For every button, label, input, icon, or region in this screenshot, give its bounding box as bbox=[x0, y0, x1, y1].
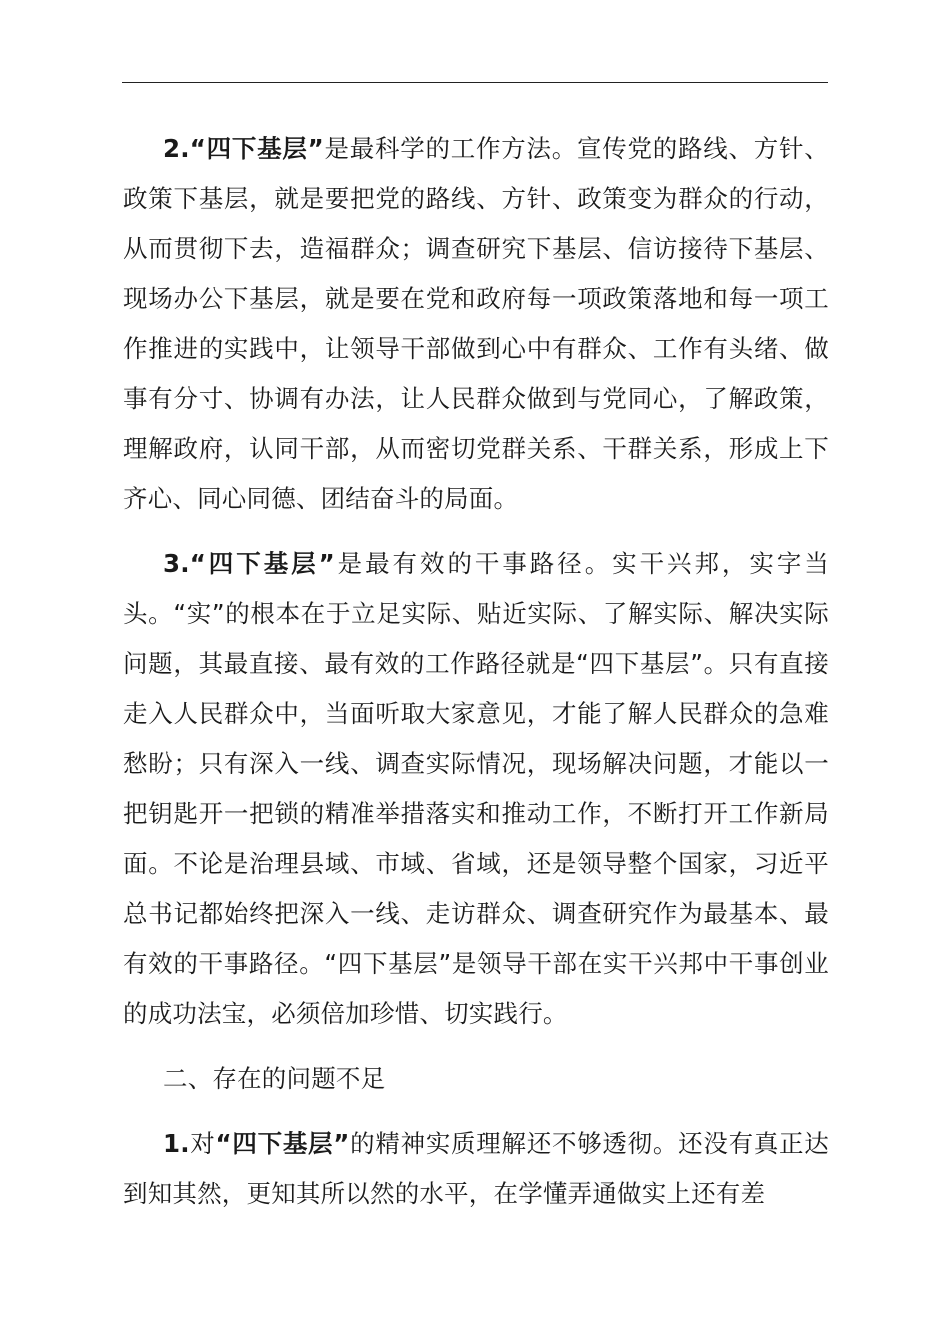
paragraph-2-text: 是最科学的工作方法。宣传党的路线、方针、政策下基层，就是要把党的路线、方针、政策变为群众的行动，从而贯彻下去，造福群众；调查研究下基层、信访接待下基层、现场办公下基层，就是要在党和政府每一项政策落地和每一项工作推进的实践中，让领导干部做到心中有群众、工作有头绪、做事有分寸、协调有办法，让人民群众做到与党同心，了解政策，理解政府，认同干部，从而密切党群关系、干群关系，形成上下齐心、同心同德、团结奋斗的局面。 bbox=[123, 134, 829, 513]
issue-1-lead: “四下基层” bbox=[215, 1129, 350, 1158]
paragraph-2-lead: 2.“四下基层” bbox=[163, 134, 324, 163]
document-body bbox=[123, 124, 829, 1219]
issue-1-number: 1. bbox=[163, 1129, 190, 1158]
header-rule bbox=[122, 82, 828, 83]
paragraph-3 bbox=[123, 539, 829, 1039]
issue-1-text: 的精神实质理解还不够透彻。还没有真正达到知其然，更知其所以然的水平，在学懂弄通做实上还有差 bbox=[123, 1129, 829, 1208]
paragraph-3-text: 是最有效的干事路径。实干兴邦，实字当头。“实”的根本在于立足实际、贴近实际、了解实际、解决实际问题，其最直接、最有效的工作路径就是“四下基层”。只有直接走入人民群众中，当面听取大家意见，才能了解人民群众的急难愁盼；只有深入一线、调查实际情况，现场解决问题，才能以一把钥匙开一把锁的精准举措落实和推动工作，不断打开工作新局面。不论是治理县域、市域、省域，还是领导整个国家，习近平总书记都始终把深入一线、走访群众、调查研究作为最基本、最有效的干事路径。“四下基层”是领导干部在实干兴邦中干事创业的成功法宝，必须倍加珍惜、切实践行。 bbox=[123, 549, 829, 1028]
paragraph-3-lead: 3.“四下基层” bbox=[163, 549, 335, 578]
issue-1-prefix: 对 bbox=[189, 1129, 216, 1158]
paragraph-issue-1 bbox=[123, 1119, 829, 1219]
section-heading: 二、存在的问题不足 bbox=[163, 1064, 386, 1093]
paragraph-2 bbox=[123, 124, 829, 524]
